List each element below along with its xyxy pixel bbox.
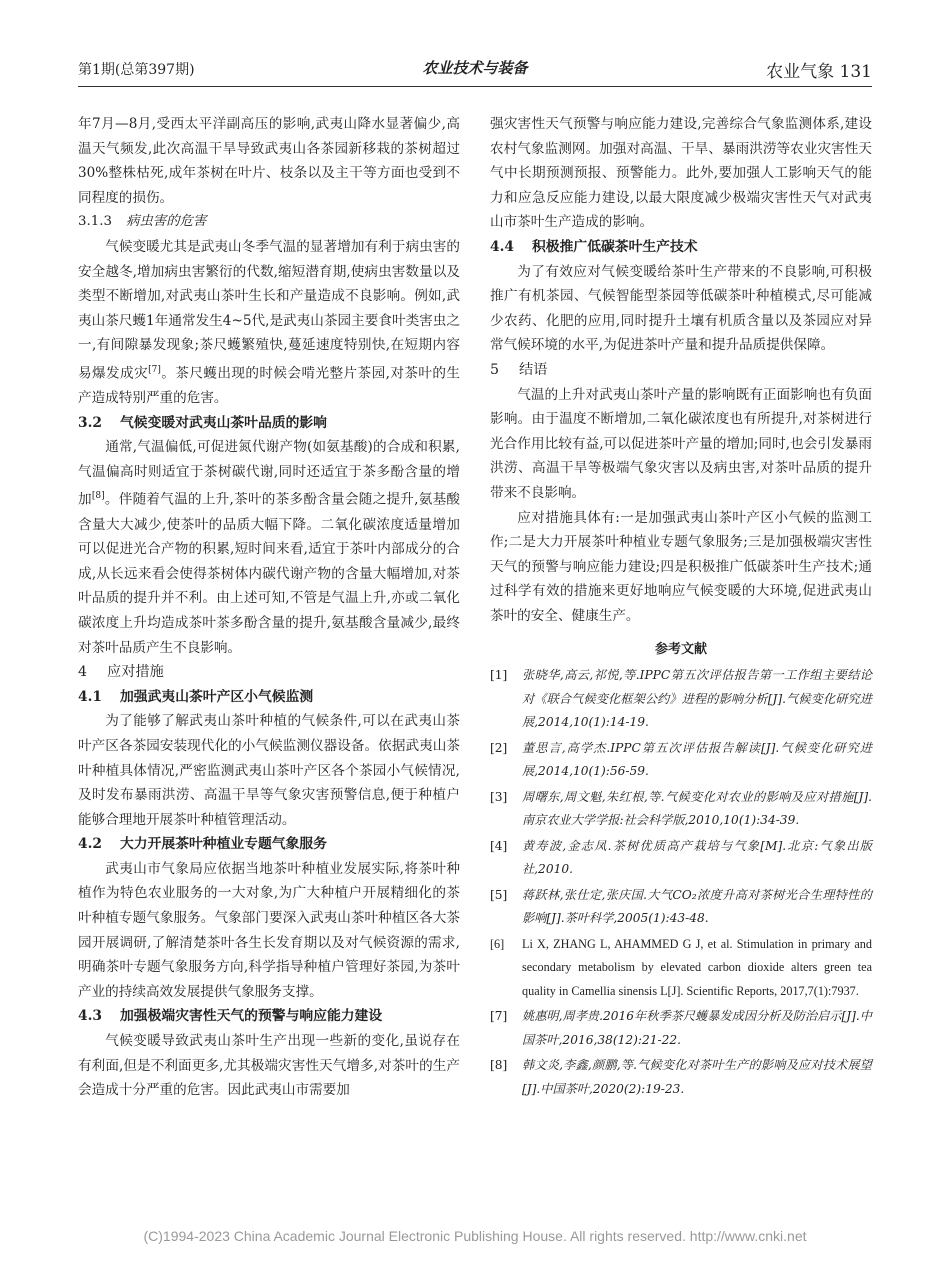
subsection-heading-3-1-3 bbox=[78, 210, 460, 235]
reference-text: 蒋跃林,张仕定,张庆国.大气CO₂浓度升高对茶树光合生理特性的影响[J].茶叶科学,2005(1):43-48. bbox=[522, 887, 872, 926]
reference-text: 韩文炎,李鑫,颜鹏,等.气候变化对茶叶生产的影响及应对技术展望[J].中国茶叶,2020(2):19-23. bbox=[522, 1058, 872, 1096]
reference-item bbox=[490, 933, 872, 1004]
heading-title: 加强武夷山茶叶产区小气候监测 bbox=[120, 688, 314, 705]
paragraph bbox=[78, 235, 460, 411]
journal-name: 农业技术与装备 bbox=[422, 59, 528, 77]
reference-number: [4] bbox=[490, 838, 508, 853]
heading-title: 应对措施 bbox=[107, 664, 164, 681]
right-column bbox=[490, 112, 872, 1162]
references-title: 参考文献 bbox=[654, 642, 707, 658]
reference-number: [3] bbox=[490, 789, 508, 804]
reference-item bbox=[490, 737, 872, 784]
heading-number: 4.4 bbox=[490, 238, 515, 255]
section-heading-4-4 bbox=[490, 235, 872, 260]
heading-number: 4.2 bbox=[78, 836, 103, 853]
reference-number: [6] bbox=[490, 936, 505, 951]
section-heading-4-1 bbox=[78, 685, 460, 710]
heading-title: 结语 bbox=[519, 361, 548, 378]
heading-number: 4.1 bbox=[78, 688, 103, 705]
paragraph-text: 。茶尺蠖出现的时候会啃光整片茶园,对茶叶的生产造成特别严重的危害。 bbox=[78, 365, 461, 407]
heading-number: 4 bbox=[78, 664, 88, 681]
reference-number: [1] bbox=[490, 668, 508, 683]
reference-item bbox=[490, 1005, 872, 1052]
heading-title: 大力开展茶叶种植业专题气象服务 bbox=[120, 836, 327, 853]
issue-number: 第1期(总第397期) bbox=[78, 62, 195, 78]
reference-list bbox=[490, 664, 872, 1101]
heading-title: 气候变暖对武夷山茶叶品质的影响 bbox=[120, 414, 327, 431]
paragraph: 为了有效应对气候变暖给茶叶生产带来的不良影响,可积极推广有机茶园、气候智能型茶园等低碳茶叶种植模式,尽可能减少农药、化肥的应用,同时提升土壤有机质含量以及茶园应对异常气候环境的水平,为促进茶叶产量和提升品质提供保障。 bbox=[490, 263, 872, 354]
section-heading-5 bbox=[490, 358, 872, 383]
section-heading-4-3 bbox=[78, 1004, 460, 1029]
reference-number: [8] bbox=[490, 1058, 508, 1073]
section-heading-4-2 bbox=[78, 832, 460, 857]
citation: [7] bbox=[148, 364, 161, 375]
reference-text: 张晓华,高云,祁悦,等.IPPC第五次评估报告第一工作组主要结论对《联合气候变化框架公约》进程的影响分析[J].气候变化研究进展,2014,10(1):14-19. bbox=[522, 668, 872, 730]
section-heading-3-2 bbox=[78, 411, 460, 436]
reference-text: 周曙东,周文魁,朱红根,等.气候变化对农业的影响及应对措施[J].南京农业大学学报:社会科学版,2010,10(1):34-39. bbox=[522, 789, 872, 828]
reference-text: 黄寿波,金志凤.茶树优质高产栽培与气象[M].北京:气象出版社,2010. bbox=[522, 838, 872, 877]
heading-title: 加强极端灾害性天气的预警与响应能力建设 bbox=[120, 1008, 383, 1025]
heading-number: 4.3 bbox=[78, 1008, 103, 1025]
heading-title: 积极推广低碳茶叶生产技术 bbox=[532, 238, 698, 255]
left-column bbox=[78, 112, 460, 1162]
header-rule bbox=[78, 86, 872, 87]
reference-item bbox=[490, 1054, 872, 1101]
heading-number: 3.2 bbox=[78, 414, 103, 431]
paragraph: 武夷山市气象局应依据当地茶叶种植业发展实际,将茶叶种植作为特色农业服务的一大对象,为广大种植户开展精细化的茶叶种植专题气象服务。气象部门要深入武夷山茶叶种植区各大茶园开展调研,了解清楚茶叶各生长发育期以及对气候资源的需求,明确茶叶专题气象服务方向,科学指导种植户管理好茶园,为茶叶产业的持续高效发展提供气象服务支撑。 bbox=[78, 860, 460, 1000]
paragraph-text: 通常,气温偏低,可促进氮代谢产物(如氨基酸)的合成和积累,气温偏高时则适宜于茶树碳代谢,同时还适宜于茶多酚含量的增加 bbox=[78, 439, 460, 508]
section-and-page: 农业气象 131 bbox=[766, 62, 872, 82]
paragraph-text: 。伴随着气温的上升,茶叶的茶多酚含量会随之提升,氨基酸含量大大减少,使茶叶的品质大幅下降。二氧化碳浓度适量增加可以促进光合产物的积累,短时间来看,适宜于茶叶内部成分的合成,从长远来看会使得茶树体内碳代谢产物的含量大幅增加,对茶叶品质的提升并不利。由上述可知,不管是气温上升,亦或二氧化碳浓度上升均造成茶叶茶多酚含量的提升,氨基酸含量减少,最终对茶叶品质产生不良影响。 bbox=[78, 491, 461, 656]
reference-item bbox=[490, 835, 872, 882]
paragraph bbox=[78, 435, 460, 660]
reference-item bbox=[490, 664, 872, 735]
reference-item bbox=[490, 786, 872, 833]
citation: [8] bbox=[91, 491, 105, 502]
reference-text: 董思言,高学杰.IPPC第五次评估报告解读[J].气候变化研究进展,2014,10(1):56-59. bbox=[522, 740, 872, 779]
reference-text: 姚惠明,周孝贵.2016年秋季茶尺蠖暴发成因分析及防治启示[J].中国茶叶,2016,38(12):21-22. bbox=[522, 1009, 872, 1047]
page-header bbox=[78, 57, 872, 81]
paragraph: 为了能够了解武夷山茶叶种植的气候条件,可以在武夷山茶叶产区各茶园安装现代化的小气候监测仪器设备。依据武夷山茶叶种植具体情况,严密监测武夷山茶叶产区各个茶园小气候情况,及时发布暴雨洪涝、高温干旱等气象灾害预警信息,便于种植户能够合理地开展茶叶种植管理活动。 bbox=[78, 713, 460, 828]
reference-item bbox=[490, 884, 872, 931]
reference-number: [2] bbox=[490, 740, 508, 755]
reference-number: [7] bbox=[490, 1009, 508, 1024]
reference-text: Li X, ZHANG L, AHAMMED G J, et al. Stimulation in primary and secondary metabolism by elevated carbon dioxide alters green tea quality in Camellia sinensis L[J]. Scientific Reports, 2017,7(1):7937. bbox=[522, 936, 872, 998]
paragraph: 年7月—8月,受西太平洋副高压的影响,武夷山降水显著偏少,高温天气频发,此次高温干旱导致武夷山各茶园新移栽的茶树超过30%整株枯死,成年茶树在叶片、枝条以及主干等方面也受到不同程度的损伤。 bbox=[78, 116, 460, 206]
paragraph: 气温的上升对武夷山茶叶产量的影响既有正面影响也有负面影响。由于温度不断增加,二氧化碳浓度也有所提升,对茶树进行光合作用比较有益,可以促进茶叶产量的增加;同时,也会引发暴雨洪涝、高温干旱等极端气象灾害以及病虫害,对茶叶品质的提升带来不良影响。 bbox=[490, 386, 872, 501]
copyright-footer: (C)1994-2023 China Academic Journal Electronic Publishing House. All rights reserved. http://www.cnki.net bbox=[143, 1228, 807, 1244]
heading-number: 5 bbox=[490, 361, 500, 378]
paragraph: 气候变暖导致武夷山茶叶生产出现一些新的变化,虽说存在有利面,但是不利面更多,尤其极端灾害性天气增多,对茶叶的生产会造成十分严重的危害。因此武夷山市需要加 bbox=[78, 1033, 460, 1099]
reference-number: [5] bbox=[490, 887, 508, 902]
heading-number: 3.1.3 bbox=[78, 214, 113, 230]
paragraph: 强灾害性天气预警与响应能力建设,完善综合气象监测体系,建设农村气象监测网。加强对高温、干旱、暴雨洪涝等农业灾害性天气中长期预测预报、预警能力。此外,要加强人工影响天气的能力和应急反应能力建设,以最大限度减少极端灾害性天气对武夷山市茶叶生产造成的影响。 bbox=[490, 116, 872, 231]
paragraph: 应对措施具体有:一是加强武夷山茶叶产区小气候的监测工作;二是大力开展茶叶种植业专题气象服务;三是加强极端灾害性天气的预警与响应能力建设;四是积极推广低碳茶叶生产技术;通过科学有效的措施来更好地响应气候变暖的大环境,促进武夷山茶叶的安全、健康生产。 bbox=[490, 509, 872, 624]
section-heading-4 bbox=[78, 660, 460, 685]
paragraph-text: 气候变暖尤其是武夷山冬季气温的显著增加有利于病虫害的安全越冬,增加病虫害繁衍的代数,缩短潜育期,使病虫害数量以及类型不断增加,对武夷山茶叶生长和产量造成不良影响。例如,武夷山茶尺蠖1年通常发生4~5代,是武夷山茶园主要食叶类害虫之一,有间隙暴发现象;茶尺蠖繁殖快,蔓延速度特别快,在短期内容易爆发成灾 bbox=[78, 238, 460, 382]
heading-title: 病虫害的危害 bbox=[126, 214, 207, 230]
